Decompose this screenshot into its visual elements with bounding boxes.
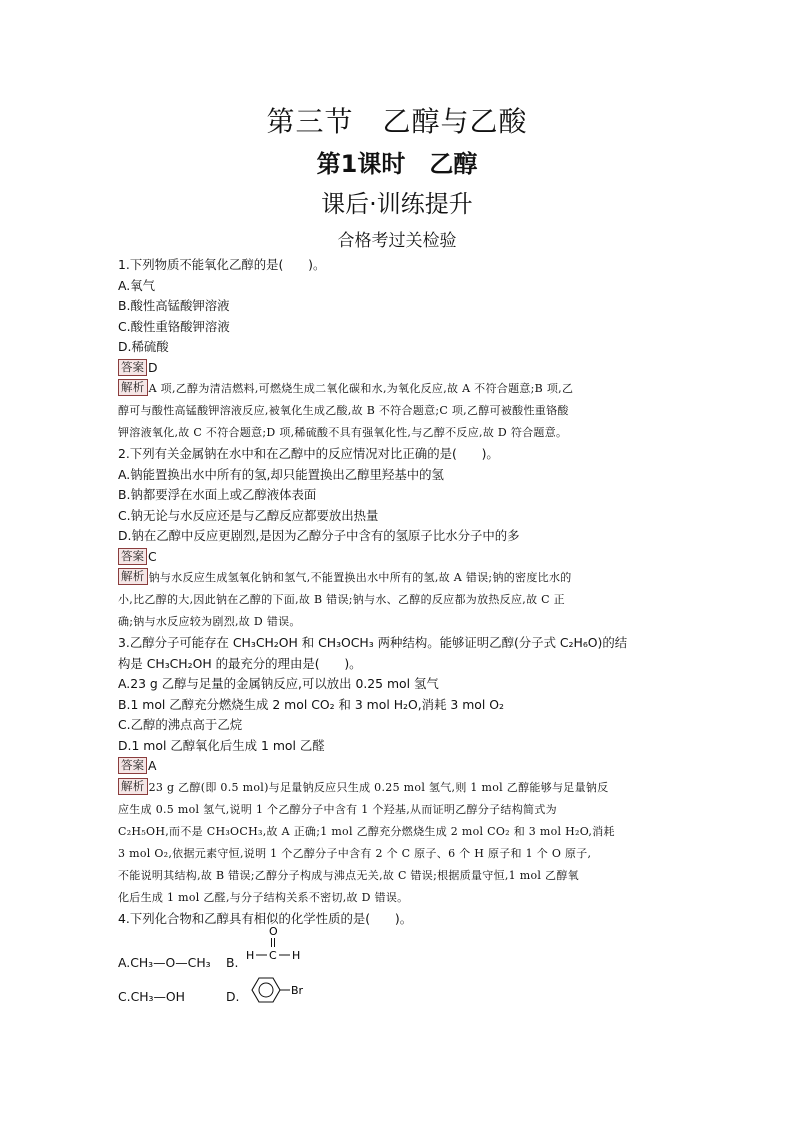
- option-d: D.1 mol 乙醇氧化后生成 1 mol 乙醛: [118, 737, 325, 753]
- answer-value: A: [148, 758, 157, 773]
- explanation-tag: 解析: [118, 379, 148, 396]
- explanation-line: 解析 A 项,乙醇为清洁燃料,可燃烧生成二氧化碳和水,为氧化反应,故 A 不符合题意;B 项,乙: [118, 378, 678, 400]
- option-grid: [118, 925, 678, 1007]
- explanation-line: 确;钠与水反应较为剧烈,故 D 错误。: [118, 615, 301, 628]
- answer-row: [118, 756, 678, 777]
- option-c: C.酸性重铬酸钾溶液: [118, 318, 230, 334]
- question-3: [118, 633, 678, 909]
- formaldehyde-structure: [243, 923, 303, 969]
- explanation-tag: 解析: [118, 568, 148, 585]
- option-c: C.钠无论与水反应还是与乙醇反应都要放出热量: [118, 507, 379, 523]
- answer-tag: 答案: [118, 548, 147, 565]
- option-d: D.: [226, 989, 240, 1004]
- bromobenzene-structure: [242, 973, 312, 1007]
- atom-h-right: H: [292, 949, 301, 962]
- question-stem: 1.下列物质不能氧化乙醇的是( )。: [118, 257, 326, 272]
- section-title: 课后·训练提升: [321, 190, 473, 218]
- atom-h-left: H: [246, 949, 255, 962]
- question-1: [118, 255, 678, 444]
- question-stem: 4.下列化合物和乙醇具有相似的化学性质的是( )。: [118, 910, 413, 926]
- answer-value: D: [148, 359, 158, 375]
- option-d: D.钠在乙醇中反应更剧烈,是因为乙醇分子中含有的氢原子比水分子中的多: [118, 528, 520, 543]
- option-a: A.钠能置换出水中所有的氢,却只能置换出乙醇里羟基中的氢: [118, 466, 444, 482]
- explanation-line: 应生成 0.5 mol 氢气,说明 1 个乙醇分子中含有 1 个羟基,从而证明乙醇分子结构简式为: [118, 802, 557, 816]
- question-stem-cont: 构是 CH₃CH₂OH 的最充分的理由是( )。: [118, 655, 362, 671]
- explanation-line: 3 mol O₂,依据元素守恒,说明 1 个乙醇分子中含有 2 个 C 原子、6 个 H 原子和 1 个 O 原子,: [118, 846, 592, 860]
- option-d: D.稀硫酸: [118, 339, 169, 354]
- explanation-line: C₂H₅OH,而不是 CH₃OCH₃,故 A 正确;1 mol 乙醇充分燃烧生成 2 mol CO₂ 和 3 mol H₂O,消耗: [118, 824, 615, 838]
- answer-tag: 答案: [118, 359, 147, 376]
- atom-br: Br: [291, 984, 304, 997]
- option-b: B.1 mol 乙醇充分燃烧生成 2 mol CO₂ 和 3 mol H₂O,消耗 3 mol O₂: [118, 696, 504, 712]
- atom-c: C: [269, 949, 277, 962]
- explanation-line: 钾溶液氧化,故 C 不符合题意;D 项,稀硫酸不具有强氧化性,与乙醇不反应,故 D 符合题意。: [118, 426, 568, 439]
- explanation-line: 解析 23 g 乙醇(即 0.5 mol)与足量钠反应只生成 0.25 mol 氢气,则 1 mol 乙醇能够与足量钠反: [118, 777, 678, 799]
- explanation-line: 不能说明其结构,故 B 错误;乙醇分子构成与沸点无关,故 C 错误;根据质量守恒,1 mol 乙醇氧: [118, 868, 579, 882]
- atom-o: O: [269, 925, 278, 938]
- option-b: B.酸性高锰酸钾溶液: [118, 298, 230, 313]
- option-c: C.乙醇的沸点高于乙烷: [118, 717, 243, 732]
- subsection-title: 合格考过关检验: [337, 231, 457, 251]
- explanation-line: 小,比乙醇的大,因此钠在乙醇的下面,故 B 错误;钠与水、乙醇的反应都为放热反应,故 C 正: [118, 593, 565, 606]
- option-c: C.CH₃—OH: [118, 989, 185, 1004]
- option-b: B.钠都要浮在水面上或乙醇液体表面: [118, 487, 317, 502]
- explanation-line: 醇可与酸性高锰酸钾溶液反应,被氧化生成乙酸,故 B 不符合题意;C 项,乙醇可被酸性重铬酸: [118, 404, 569, 417]
- question-4: [118, 909, 678, 1008]
- answer-row: [118, 358, 678, 379]
- answer-value: C: [148, 548, 157, 564]
- option-b: B.: [226, 955, 239, 970]
- page-title: 第三节 乙醇与乙酸: [266, 105, 528, 138]
- answer-row: [118, 547, 678, 568]
- explanation-tag: 解析: [118, 778, 148, 795]
- explanation-line: 解析 钠与水反应生成氢氧化钠和氢气,不能置换出水中所有的氢,故 A 错误;钠的密度比水的: [118, 567, 678, 589]
- explanation-line: 化后生成 1 mol 乙醛,与分子结构关系不密切,故 D 错误。: [118, 890, 409, 904]
- answer-tag: 答案: [118, 757, 147, 774]
- benzene-ring: [252, 978, 280, 1002]
- option-a: A.氧气: [118, 277, 155, 293]
- lesson-title: 第1课时 乙醇: [316, 150, 478, 178]
- aromatic-circle: [259, 983, 273, 997]
- question-stem: 2.下列有关金属钠在水中和在乙醇中的反应情况对比正确的是( )。: [118, 446, 499, 461]
- question-list: [118, 255, 678, 1007]
- question-2: [118, 444, 678, 633]
- option-a: A.CH₃—O—CH₃: [118, 955, 211, 970]
- question-stem: 3.乙醇分子可能存在 CH₃CH₂OH 和 CH₃OCH₃ 两种结构。能够证明乙醇(分子式 C₂H₆O)的结: [118, 635, 628, 650]
- option-a: A.23 g 乙醇与足量的金属钠反应,可以放出 0.25 mol 氢气: [118, 676, 439, 691]
